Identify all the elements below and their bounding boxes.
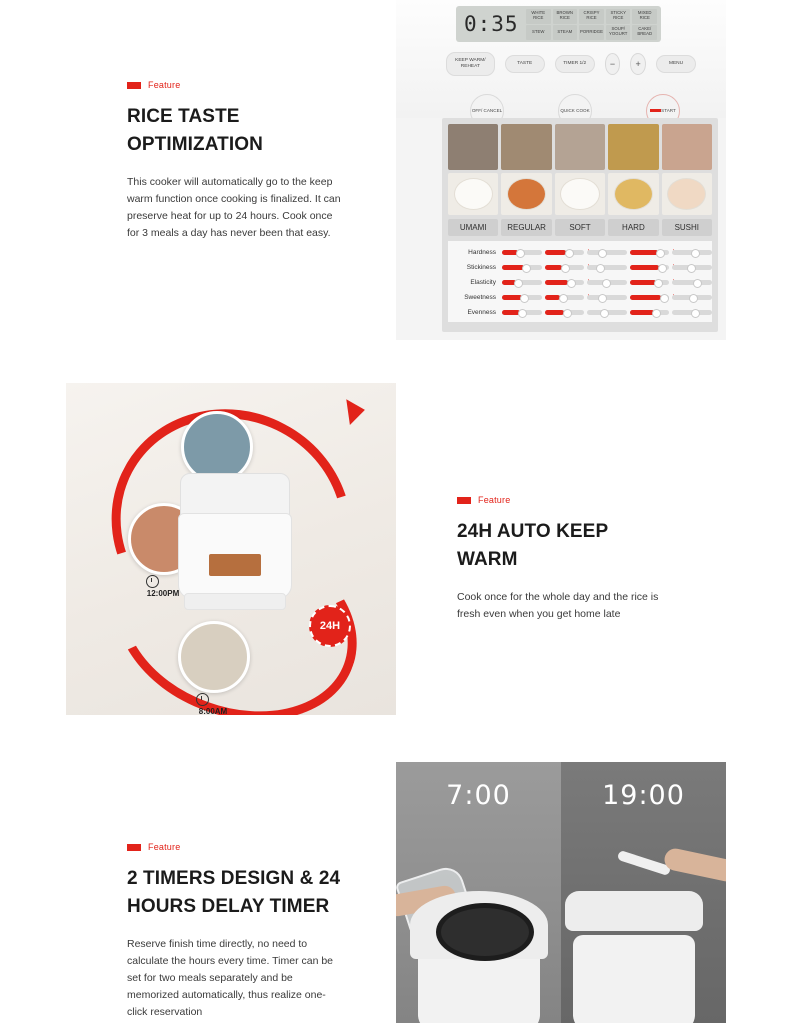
food-cell <box>555 124 605 215</box>
taste-mode-umami[interactable]: UMAMI <box>448 219 498 236</box>
feature-block-keep-warm <box>457 495 672 623</box>
control-button-row-1 <box>446 52 696 76</box>
page-title: 2 TIMERS DESIGN & 24 HOURS DELAY TIMER <box>127 868 341 917</box>
bowl-oval-icon <box>507 178 546 210</box>
arrow-head-icon <box>346 397 366 425</box>
food-cell <box>448 124 498 215</box>
attribute-row <box>448 275 712 290</box>
lcd-menu-item: BROWN RICE <box>553 9 578 24</box>
hand-right <box>663 847 726 884</box>
rice-cooker-closed <box>559 891 709 1023</box>
lcd-time: 0:35 <box>464 12 519 36</box>
minus-button[interactable]: − <box>605 53 621 75</box>
time-label-lunch: 12:00PM <box>146 589 180 598</box>
feature-block-timers <box>127 842 342 1021</box>
attribute-sliders <box>502 280 712 285</box>
food-photo-grid <box>448 124 712 215</box>
page-title: RICE TASTE OPTIMIZATION <box>127 106 263 155</box>
taste-mode-regular[interactable]: REGULAR <box>501 219 551 236</box>
timer-button[interactable]: TIMER 1/2 <box>555 55 595 73</box>
slider[interactable] <box>587 295 627 300</box>
rice-bowl-photo <box>555 173 605 215</box>
taste-mode-hard[interactable]: HARD <box>608 219 658 236</box>
cooker-lid-closed <box>565 891 703 931</box>
attribute-label: Hardness <box>468 249 496 256</box>
feature-tag-bar-icon <box>127 844 141 851</box>
attribute-sliders <box>502 295 712 300</box>
rice-bowl-photo <box>448 173 498 215</box>
slider[interactable] <box>545 265 585 270</box>
attribute-row <box>448 245 712 260</box>
slider[interactable] <box>672 250 712 255</box>
slider[interactable] <box>630 265 670 270</box>
feature-description: Reserve finish time directly, no need to calculate the hours every time. Timer can be set for two meals separately and be memorized automatically, thus realize one-click reservation <box>127 938 334 1019</box>
timer-scene-morning <box>396 762 561 1023</box>
feature-block-rice-taste <box>127 80 342 242</box>
lcd-menu-item: SOUP/ YOGURT <box>606 25 631 40</box>
page-title: 24H AUTO KEEP WARM <box>457 521 608 570</box>
food-photo <box>662 124 712 170</box>
24h-badge: 24H <box>309 605 351 647</box>
feature-description: Cook once for the whole day and the rice is fresh even when you get home late <box>457 591 659 621</box>
lcd-menu-list <box>526 9 661 40</box>
slider[interactable] <box>630 295 670 300</box>
inner-lid-plate <box>436 903 534 961</box>
slider[interactable] <box>587 280 627 285</box>
slider[interactable] <box>587 250 627 255</box>
slider[interactable] <box>502 280 542 285</box>
cooker-lid-open <box>410 891 548 959</box>
lcd-menu-item: STEW <box>526 25 551 40</box>
feature-description: This cooker will automatically go to the keep warm function once cooking is finalized. It can preserve heat for up to 24 hours. Cook once for 3 meals a day has never been that easy. <box>127 176 341 240</box>
keep-warm-reheat-button[interactable]: KEEP WARM/ REHEAT <box>446 52 495 76</box>
timer-time-evening: 19:00 <box>602 780 685 811</box>
slider[interactable] <box>587 265 627 270</box>
food-photo <box>448 124 498 170</box>
rice-cooker-illustration <box>178 473 290 608</box>
lcd-menu-item: PORRIDGE <box>579 25 604 40</box>
taste-mode-sushi[interactable]: SUSHI <box>662 219 712 236</box>
cooker-body <box>573 935 695 1023</box>
slider[interactable] <box>630 250 670 255</box>
slider[interactable] <box>502 250 542 255</box>
food-cell <box>501 124 551 215</box>
lcd-menu-item: STICKY RICE <box>606 9 631 24</box>
food-photo <box>608 124 658 170</box>
slider[interactable] <box>502 310 542 315</box>
slider[interactable] <box>502 295 542 300</box>
attribute-label: Elasticity <box>470 279 496 286</box>
rice-taste-control-panel-image <box>396 0 726 340</box>
lcd-menu-item: MIXED RICE <box>632 9 657 24</box>
taste-mode-row <box>448 219 712 236</box>
food-cell <box>662 124 712 215</box>
keep-warm-timeline-image <box>66 383 396 715</box>
lcd-menu-item: STEAM <box>553 25 578 40</box>
attribute-sliders <box>502 250 712 255</box>
cooker-control-panel <box>396 0 726 118</box>
clock-icon <box>146 575 159 588</box>
feature-tag-bar-icon <box>457 497 471 504</box>
slider[interactable] <box>545 310 585 315</box>
cooker-base <box>184 593 286 610</box>
feature-tag-bar-icon <box>127 82 141 89</box>
attribute-sliders <box>502 265 712 270</box>
lcd-menu-item: CRISPY RICE <box>579 9 604 24</box>
feature-tag-label: Feature <box>148 80 181 90</box>
slider[interactable] <box>545 280 585 285</box>
rice-cooker-open <box>404 891 554 1023</box>
plus-button[interactable]: + <box>630 53 646 75</box>
bowl-oval-icon <box>454 178 493 210</box>
attribute-row <box>448 260 712 275</box>
feature-tag <box>127 80 342 90</box>
rice-bowl-photo <box>501 173 551 215</box>
taste-mode-soft[interactable]: SOFT <box>555 219 605 236</box>
rice-bowl-photo <box>662 173 712 215</box>
slider[interactable] <box>545 295 585 300</box>
feature-tag <box>457 495 672 505</box>
two-timers-image <box>396 762 726 1023</box>
off-cancel-button[interactable]: OFF/ CANCEL <box>470 94 504 128</box>
feature-tag-label: Feature <box>478 495 511 505</box>
attribute-sliders <box>502 310 712 315</box>
rice-bowl-photo <box>608 173 658 215</box>
feature-tag-label: Feature <box>148 842 181 852</box>
slider[interactable] <box>672 310 712 315</box>
slider[interactable] <box>502 265 542 270</box>
cooker-body <box>178 513 292 599</box>
attribute-label: Evenness <box>467 309 496 316</box>
slider[interactable] <box>672 265 712 270</box>
timer-time-morning: 7:00 <box>446 780 511 811</box>
slider[interactable] <box>630 310 670 315</box>
menu-button[interactable]: MENU <box>656 55 696 73</box>
lcd-menu-item: CAKE/ BREAD <box>632 25 657 40</box>
taste-attribute-table <box>448 241 712 322</box>
start-button-label: START <box>661 108 676 114</box>
lcd-display <box>456 6 661 42</box>
feature-tag <box>127 842 342 852</box>
bowl-oval-icon <box>560 178 599 210</box>
slider[interactable] <box>630 280 670 285</box>
quick-cook-button[interactable]: QUICK COOK <box>558 94 592 128</box>
attribute-row <box>448 305 712 320</box>
bowl-oval-icon <box>614 178 653 210</box>
slider[interactable] <box>672 295 712 300</box>
slider[interactable] <box>587 310 627 315</box>
food-photo <box>555 124 605 170</box>
meal-photo-breakfast <box>178 621 250 693</box>
bowl-oval-icon <box>667 178 706 210</box>
clock-icon <box>196 693 209 706</box>
time-label-breakfast: 8:00AM <box>198 707 228 715</box>
taste-button[interactable]: TASTE <box>505 55 545 73</box>
slider[interactable] <box>672 280 712 285</box>
attribute-label: Sweetness <box>464 294 496 301</box>
rice-scoop <box>617 850 671 876</box>
start-indicator-icon <box>650 109 661 112</box>
attribute-label: Stickiness <box>466 264 496 271</box>
taste-selection-panel <box>442 118 718 332</box>
slider[interactable] <box>545 250 585 255</box>
lcd-menu-item: WHITE RICE <box>526 9 551 24</box>
brand-plate <box>209 554 261 576</box>
attribute-row <box>448 290 712 305</box>
food-photo <box>501 124 551 170</box>
timer-scene-evening <box>561 762 726 1023</box>
food-cell <box>608 124 658 215</box>
